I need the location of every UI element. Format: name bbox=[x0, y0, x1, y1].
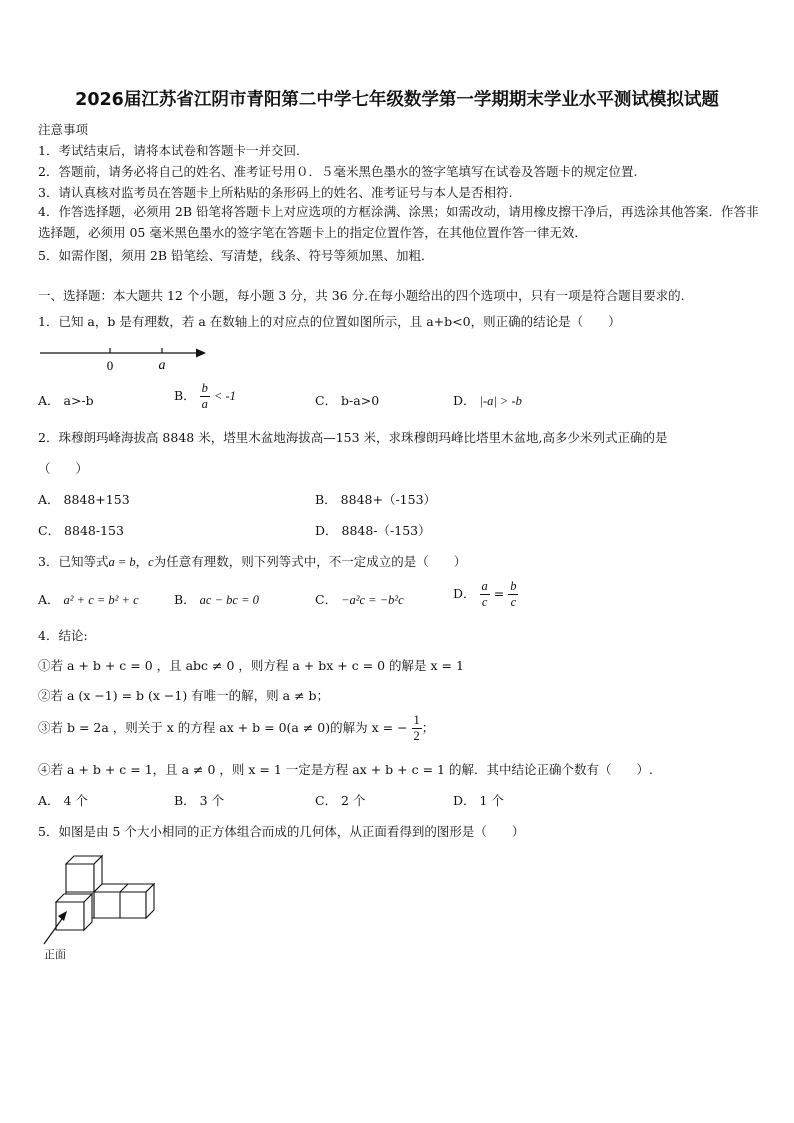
q3-stem-pre: 3．已知等式 bbox=[38, 554, 109, 569]
q2-option-c[interactable]: C． 8848-153 bbox=[38, 523, 124, 538]
q2-stem: 2．珠穆朗玛峰海拔高 8848 米，塔里木盆地海拔高—153 米，求珠穆朗玛峰比塔里木盆地,高多少米列式正确的是 bbox=[38, 430, 668, 445]
q2-option-b[interactable]: B． 8848+（-153） bbox=[315, 492, 437, 507]
section-heading: 一、选择题：本大题共 12 个小题，每小题 3 分，共 36 分.在每小题给出的四个选项中，只有一项是符合题目要求的. bbox=[38, 288, 685, 303]
q3-option-d[interactable] bbox=[453, 579, 518, 610]
q4-option-b[interactable]: B． 3 个 bbox=[174, 793, 225, 808]
q1-option-b[interactable] bbox=[174, 381, 236, 412]
front-view-label: 正面 bbox=[44, 948, 66, 961]
q5-stem: 5．如图是由 5 个大小相同的正方体组合而成的几何体，从正面看得到的图形是（ ） bbox=[38, 824, 525, 839]
q4-option-c[interactable]: C． 2 个 bbox=[315, 793, 366, 808]
q2-paren: （ ） bbox=[38, 461, 89, 476]
q1-stem: 1．已知 a，b 是有理数，若 a 在数轴上的对应点的位置如图所示，且 a+b<0，则正确的结论是（ ） bbox=[38, 314, 621, 329]
q1-option-d-label: D． bbox=[453, 393, 476, 408]
q4-conclusion-3-post: ； bbox=[421, 720, 435, 735]
q3-option-b[interactable] bbox=[174, 590, 259, 608]
q3-stem-post: 为任意有理数，则下列等式中，不一定成立的是（ ） bbox=[153, 554, 467, 569]
q3-option-d-equals: = bbox=[493, 586, 505, 601]
q4-conclusion-4: ④若 a + b + c = 1，且 a ≠ 0 ，则 x = 1 一定是方程 ax + b + c = 1 的解．其中结论正确个数有（ ）. bbox=[38, 762, 653, 777]
fraction-numerator: b bbox=[510, 579, 517, 593]
q4-conclusion-3-pre: ③若 b = 2a ，则关于 x 的方程 ax + b = 0(a ≠ 0)的解为 x = − bbox=[38, 720, 408, 735]
fraction-numerator: b bbox=[201, 381, 208, 395]
q3-option-c-label: C． bbox=[315, 592, 338, 607]
q3-option-c[interactable] bbox=[315, 590, 404, 608]
q4-conclusion-3-fraction bbox=[412, 713, 422, 744]
q3-option-d-frac2 bbox=[508, 579, 518, 610]
q3-option-c-expr: −a²c = −b²c bbox=[341, 593, 404, 607]
fraction-numerator: 1 bbox=[413, 713, 420, 727]
notice-heading: 注意事项 bbox=[38, 122, 89, 137]
label-zero: 0 bbox=[106, 358, 114, 373]
q3-option-a-expr: a² + c = b² + c bbox=[63, 593, 139, 607]
fraction-denominator: 2 bbox=[413, 729, 420, 743]
q3-stem-mid: ， bbox=[135, 554, 149, 569]
q3-option-b-label: B． bbox=[174, 592, 196, 607]
q3-option-d-frac1 bbox=[480, 579, 490, 610]
q3-option-a-label: A． bbox=[38, 592, 60, 607]
number-line-arrow bbox=[196, 349, 206, 358]
q4-conclusion-1: ①若 a + b + c = 0 ，且 abc ≠ 0 ，则方程 a + bx + c = 0 的解是 x = 1 bbox=[38, 658, 464, 673]
q4-option-a[interactable]: A． 4 个 bbox=[38, 793, 88, 808]
q1-option-c[interactable]: C． b-a>0 bbox=[315, 393, 380, 408]
q3-stem bbox=[38, 552, 466, 570]
q4-conclusion-3 bbox=[38, 713, 434, 744]
q2-option-d[interactable]: D． 8848-（-153） bbox=[315, 523, 431, 538]
label-a: a bbox=[158, 358, 166, 373]
fraction-numerator: a bbox=[481, 579, 488, 593]
q3-option-b-expr: ac − bc = 0 bbox=[199, 593, 259, 607]
notice-item-3: 3．请认真核对监考员在答题卡上所粘贴的条形码上的姓名、准考证号与本人是否相符. bbox=[38, 185, 513, 200]
fraction-denominator: c bbox=[510, 595, 517, 609]
notice-item-4: 4．作答选择题，必须用 2B 铅笔将答题卡上对应选项的方框涂满、涂黑；如需改动，请用橡皮擦干净后，再选涂其他答案．作答非选择题，必须用 05 毫米黑色墨水的签字笔在答题卡上的指定位置作答，在其他位置作答一律无效． bbox=[38, 204, 759, 240]
q1-option-b-tail: < -1 bbox=[213, 389, 236, 403]
q3-option-a[interactable] bbox=[38, 590, 139, 608]
q4-stem: 4．结论: bbox=[38, 628, 88, 643]
fraction-denominator: a bbox=[201, 397, 208, 411]
notice-item-5: 5．如需作图，须用 2B 铅笔绘、写清楚，线条、符号等须加黑、加粗． bbox=[38, 248, 434, 263]
q1-option-a[interactable]: A． a>-b bbox=[38, 393, 94, 408]
fraction-denominator: c bbox=[481, 595, 488, 609]
notice-item-1: 1．考试结束后，请将本试卷和答题卡一并交回. bbox=[38, 143, 300, 158]
cube-top-front bbox=[66, 864, 94, 892]
q1-option-d[interactable] bbox=[453, 391, 522, 409]
q1-option-b-label: B． bbox=[174, 388, 196, 403]
number-line-figure bbox=[38, 340, 213, 374]
q2-option-a[interactable]: A． 8848+153 bbox=[38, 492, 130, 507]
page-title: 2026届江苏省江阴市青阳第二中学七年级数学第一学期期末学业水平测试模拟试题 bbox=[75, 90, 719, 110]
q1-option-b-fraction bbox=[200, 381, 210, 412]
q3-option-d-label: D． bbox=[453, 586, 476, 601]
notice-item-2: 2．答题前，请务必将自己的姓名、准考证号用０．５毫米黑色墨水的签字笔填写在试卷及答题卡的规定位置. bbox=[38, 164, 638, 179]
q3-stem-c: c bbox=[148, 555, 154, 569]
q4-option-d[interactable]: D． 1 个 bbox=[453, 793, 504, 808]
q4-conclusion-2: ②若 a (x −1) = b (x −1) 有唯一的解，则 a ≠ b； bbox=[38, 688, 330, 703]
q1-option-d-expr: |-a| > -b bbox=[479, 394, 522, 408]
q3-stem-eq: a = b bbox=[108, 555, 136, 569]
